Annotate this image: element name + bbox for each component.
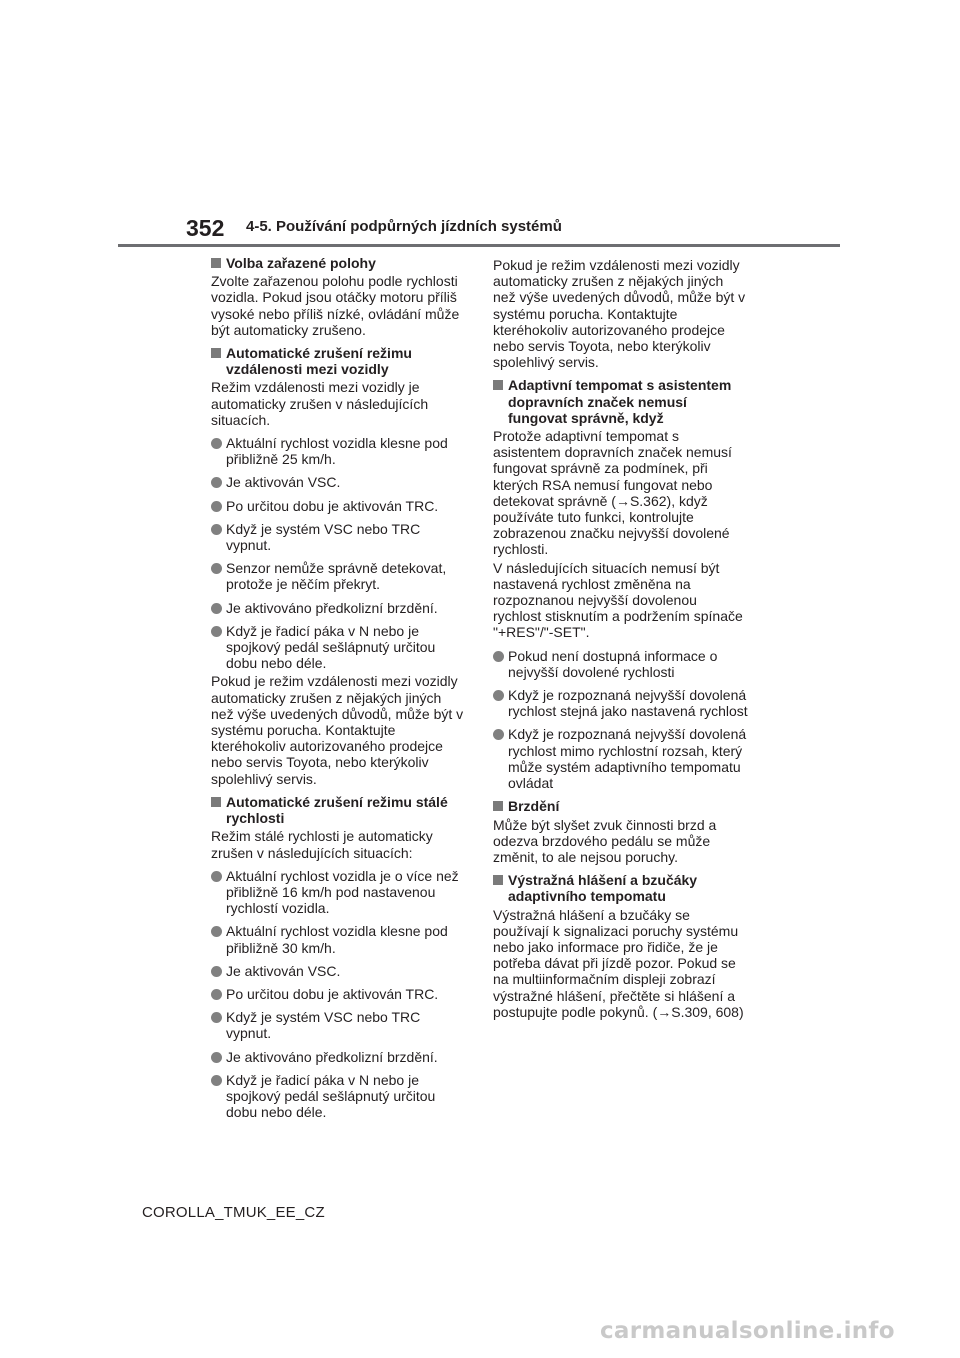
page-number: 352: [186, 215, 225, 241]
document-code: COROLLA_TMUK_EE_CZ: [142, 1204, 325, 1221]
header-divider: [118, 244, 840, 247]
circle-bullet-icon: [493, 690, 504, 701]
list-item: [211, 560, 467, 592]
circle-bullet-icon: [211, 524, 222, 535]
list-item-text: Když je systém VSC nebo TRC vypnut.: [226, 520, 421, 554]
section: [493, 798, 749, 865]
section-heading: [493, 377, 749, 426]
section: [211, 345, 467, 787]
paragraph: V následujících situacích nemusí být nastavená rychlost změněna na rozpoznanou nejvyšší dovolenou rychlost stisknutím a podržením spínače "+RES"/"-SET".: [493, 559, 743, 641]
list-item-text: Když je řadicí páka v N nebo je spojkový pedál sešlápnutý určitou dobu nebo déle.: [226, 622, 436, 672]
paragraph: Pokud je režim vzdálenosti mezi vozidly automaticky zrušen z nějakých jiných než výše uvedených důvodů, může být v systému porucha. Kontaktujte kteréhokoliv autorizovaného prodejce nebo servis Toyota, nebo kterýkoliv spolehlivý servis.: [493, 257, 746, 371]
section: [211, 255, 467, 338]
circle-bullet-icon: [211, 926, 222, 937]
square-bullet-icon: [211, 348, 221, 358]
section-heading-text: Brzdění: [508, 798, 560, 815]
list-item-text: Aktuální rychlost vozidla klesne pod přibližně 25 km/h.: [226, 435, 448, 468]
circle-bullet-icon: [211, 871, 222, 882]
watermark-logo: carmanualsonline.info: [600, 1318, 895, 1344]
circle-bullet-icon: [211, 603, 222, 614]
paragraph: Výstražná hlášení a bzučáky se používají k signalizaci poruchy systému nebo jako informace pro řidiče, že je potřeba dávat při jízdě pozor. Pokud se na multiinformačním displeji zobrazí výstražné hlášení, přečtěte si hlášení a postupujte podle pokynů. (→S.309, 608): [493, 906, 744, 1020]
list-item: [211, 521, 467, 553]
list-item: [211, 986, 467, 1002]
paragraph: Může být slyšet zvuk činnosti brzd a odezva brzdového pedálu se může změnit, to ale nejsou poruchy.: [493, 816, 717, 865]
section-heading: [211, 794, 467, 826]
square-bullet-icon: [493, 875, 503, 885]
list-item-text: Když je systém VSC nebo TRC vypnut.: [226, 1009, 421, 1042]
circle-bullet-icon: [211, 1075, 222, 1086]
section: [493, 257, 749, 370]
list-item-text: Aktuální rychlost vozidla je o více než přibližně 16 km/h pod nastavenou rychlostí vozidla.: [226, 867, 459, 917]
list-item-text: Je aktivováno předkolizní brzdění.: [226, 599, 438, 616]
section-heading: [493, 872, 749, 904]
circle-bullet-icon: [211, 989, 222, 1000]
list-item: [211, 1072, 467, 1121]
list-item-text: Po určitou dobu je aktivován TRC.: [226, 497, 439, 514]
circle-bullet-icon: [211, 477, 222, 488]
circle-bullet-icon: [211, 966, 222, 977]
section-heading-text: Automatické zrušení režimu vzdálenosti mezi vozidly: [226, 345, 412, 378]
list-item-text: Po určitou dobu je aktivován TRC.: [226, 985, 439, 1002]
section-heading-text: Adaptivní tempomat s asistentem dopravních značek nemusí fungovat správně, když: [508, 377, 732, 426]
section-heading: [211, 345, 467, 377]
section-heading: [211, 255, 467, 271]
section-heading-text: Automatické zrušení režimu stálé rychlosti: [226, 793, 448, 827]
list-item: [211, 868, 467, 917]
list-item-text: Když je rozpoznaná nejvyšší dovolená rychlost stejná jako nastavená rychlost: [508, 687, 748, 720]
list-item-text: Pokud není dostupná informace o nejvyšší dovolené rychlosti: [508, 647, 718, 680]
section-heading-text: Výstražná hlášení a bzučáky adaptivního tempomatu: [508, 872, 698, 905]
circle-bullet-icon: [211, 1052, 222, 1063]
list-item: [211, 1009, 467, 1041]
list-item: [493, 648, 749, 680]
list-item: [211, 435, 467, 467]
list-item: [211, 474, 467, 490]
circle-bullet-icon: [211, 626, 222, 637]
circle-bullet-icon: [211, 563, 222, 574]
left-column: [211, 255, 467, 1120]
list-item: [493, 726, 749, 791]
circle-bullet-icon: [211, 501, 222, 512]
square-bullet-icon: [211, 797, 221, 807]
section: [493, 872, 749, 1020]
circle-bullet-icon: [493, 651, 504, 662]
list-item: [211, 963, 467, 979]
list-item: [493, 687, 749, 719]
square-bullet-icon: [211, 258, 221, 268]
square-bullet-icon: [493, 380, 503, 390]
list-item-text: Aktuální rychlost vozidla klesne pod přibližně 30 km/h.: [226, 923, 448, 956]
circle-bullet-icon: [211, 438, 222, 449]
list-item-text: Je aktivován VSC.: [226, 962, 341, 979]
circle-bullet-icon: [493, 729, 504, 740]
section-heading-text: Volba zařazené polohy: [226, 255, 376, 271]
list-item: [211, 498, 467, 514]
page-header: [0, 0, 960, 250]
list-item: [211, 600, 467, 616]
square-bullet-icon: [493, 801, 503, 811]
paragraph: Pokud je režim vzdálenosti mezi vozidly automaticky zrušen z nějakých jiných než výše uvedených důvodů, může být v systému porucha. Kontaktujte kteréhokoliv autorizovaného prodejce nebo servis Toyota, nebo kterýkoliv spolehlivý servis.: [211, 673, 464, 787]
section: [493, 377, 749, 791]
paragraph: Režim vzdálenosti mezi vozidly je automaticky zrušen v následujících situacích.: [211, 379, 429, 428]
list-item-text: Senzor nemůže správně detekovat, protože je něčím překryt.: [226, 560, 447, 593]
list-item-text: Je aktivován VSC.: [226, 474, 341, 491]
paragraph: Protože adaptivní tempomat s asistentem dopravních značek nemusí fungovat správně za podmínek, při kterých RSA nemusí fungovat nebo detekovat správně (→S.362), když používáte tuto funkci, kontrolujte zobrazenou značku nejvyšší dovolené rychlosti.: [493, 428, 732, 558]
list-item-text: Když je rozpoznaná nejvyšší dovolená rychlost mimo rychlostní rozsah, který může systém adaptivního tempomatu ovládat: [508, 726, 747, 792]
section: [211, 794, 467, 1120]
circle-bullet-icon: [211, 1012, 222, 1023]
right-column: [493, 255, 749, 1020]
list-item: [211, 623, 467, 672]
section-heading: [493, 798, 749, 814]
paragraph: Zvolte zařazenou polohu podle rychlosti vozidla. Pokud jsou otáčky motoru příliš vysoké nebo příliš nízké, ovládání může být automaticky zrušeno.: [211, 273, 460, 338]
chapter-title: 4-5. Používání podpůrných jízdních systémů: [246, 218, 562, 235]
list-item-text: Je aktivováno předkolizní brzdění.: [226, 1048, 438, 1065]
list-item: [211, 1049, 467, 1065]
list-item-text: Když je řadicí páka v N nebo je spojkový pedál sešlápnutý určitou dobu nebo déle.: [226, 1071, 436, 1121]
list-item: [211, 923, 467, 955]
paragraph: Režim stálé rychlosti je automaticky zrušen v následujících situacích:: [211, 828, 433, 861]
